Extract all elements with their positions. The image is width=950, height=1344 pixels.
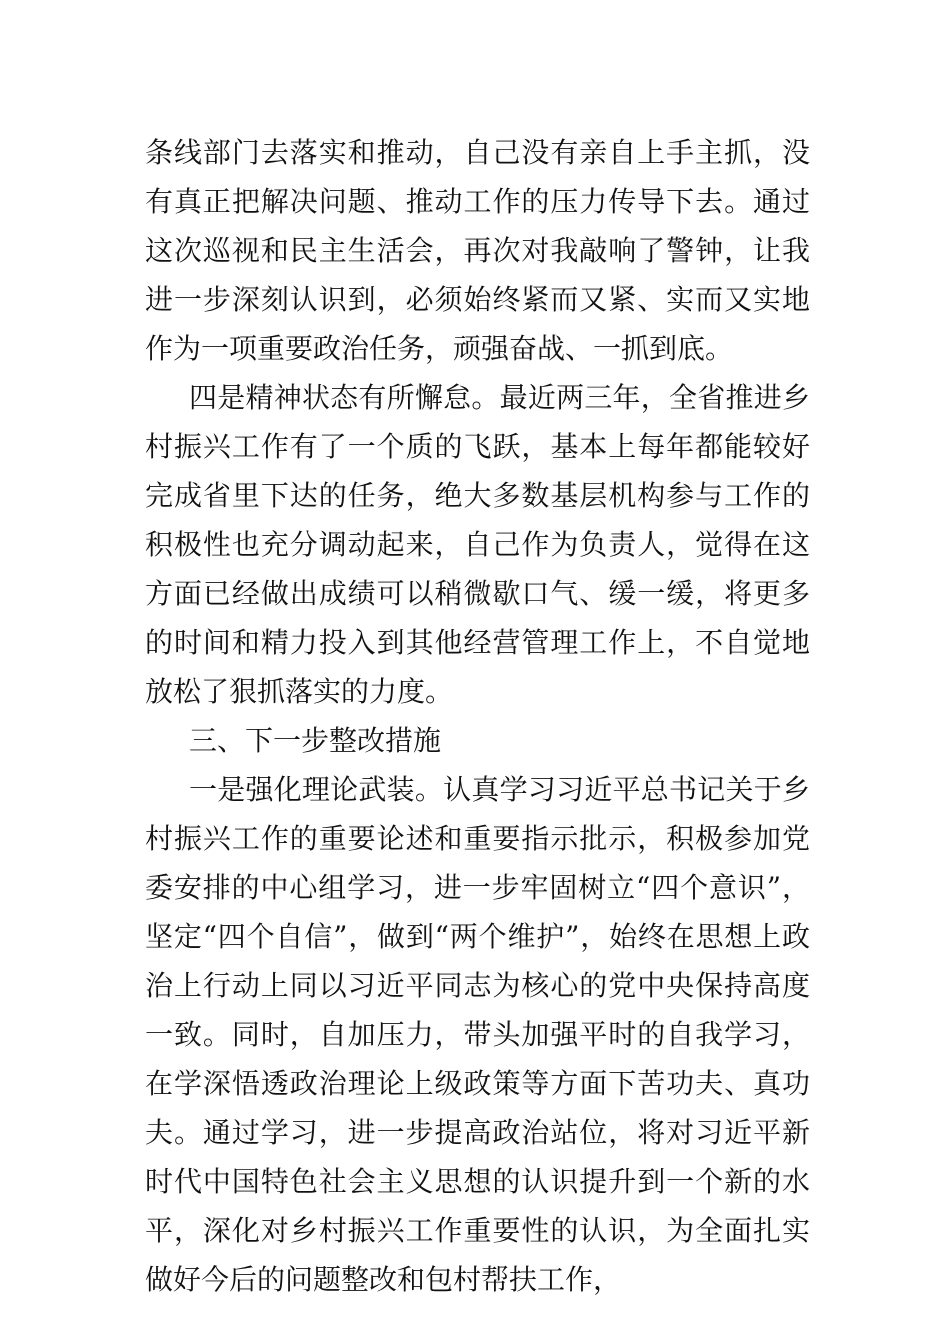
paragraph-measure-one: 一是强化理论武装。认真学习习近平总书记关于乡村振兴工作的重要论述和重要指示批示，积极参加党委安排的中心组学习，进一步牢固树立“四个意识”，坚定“四个自信”，做到“两个维护”，始终在思想上政治上行动上同以习近平同志为核心的党中央保持高度一致。同时，自加压力，带头加强平时的自我学习，在学深悟透政治理论上级政策等方面下苦功夫、真功夫。通过学习，进一步提高政治站位，将对习近平新时代中国特色社会主义思想的认识提升到一个新的水平，深化对乡村振兴工作重要性的认识，为全面扎实做好今后的问题整改和包村帮扶工作， [145,773,810,1296]
document-body [145,128,810,1304]
paragraph-point-four: 四是精神状态有所懈怠。最近两三年，全省推进乡村振兴工作有了一个质的飞跃，基本上每年都能较好完成省里下达的任务，绝大多数基层机构参与工作的积极性也充分调动起来，自己作为负责人，觉得在这方面已经做出成绩可以稍微歇口气、缓一缓，将更多的时间和精力投入到其他经营管理工作上，不自觉地放松了狠抓落实的力度。 [145,381,810,708]
paragraph-continuation: 条线部门去落实和推动，自己没有亲自上手主抓，没有真正把解决问题、推动工作的压力传导下去。通过这次巡视和民主生活会，再次对我敲响了警钟，让我进一步深刻认识到，必须始终紧而又紧、实而又实地作为一项重要政治任务，顽强奋战、一抓到底。 [145,136,810,365]
section-heading: 三、下一步整改措施 [189,724,442,757]
